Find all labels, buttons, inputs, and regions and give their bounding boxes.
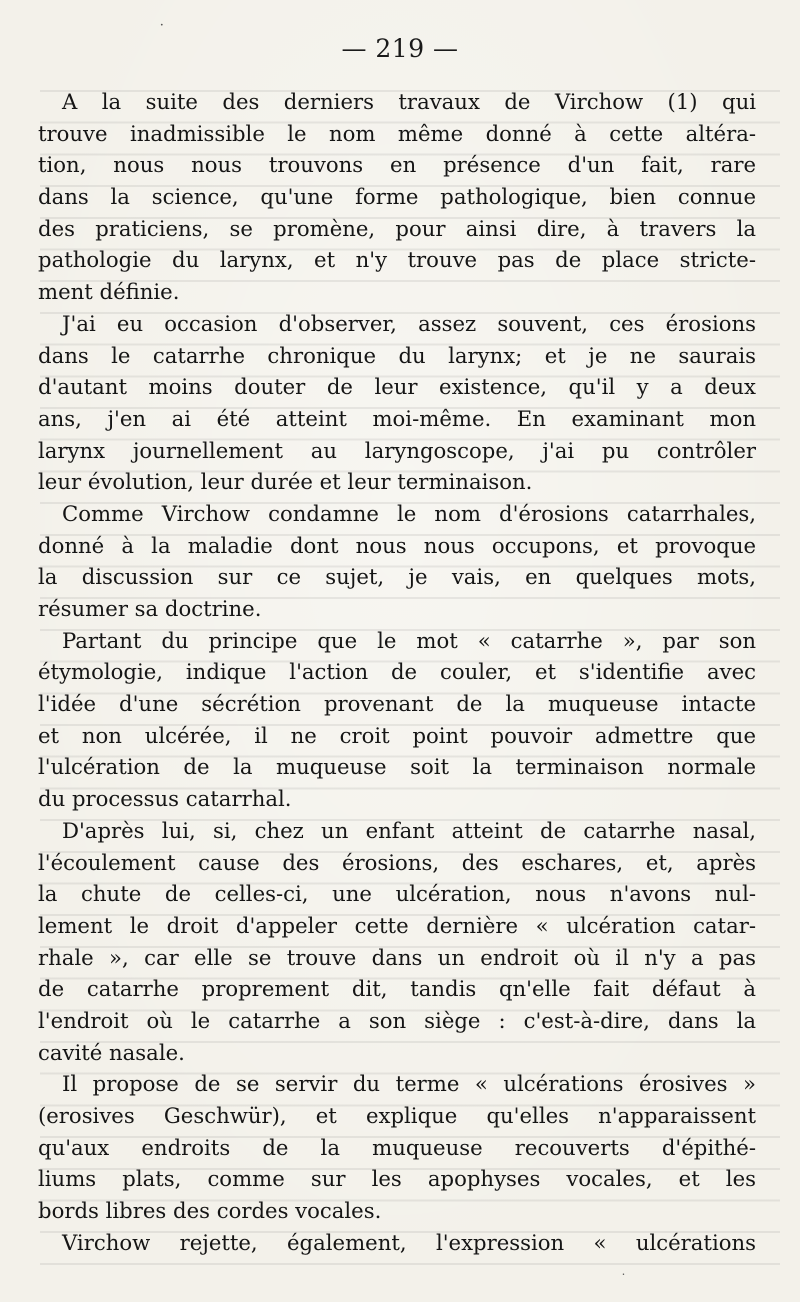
text-line: d'autant moins douter de leur existence, qu'il y a deux (38, 374, 756, 400)
text-line: ans, j'en ai été atteint moi-même. En examinant mon (38, 405, 756, 431)
text-line: trouve inadmissible le nom même donné à cette altéra- (38, 120, 756, 146)
text-line: l'écoulement cause des érosions, des eschares, et, après (38, 849, 756, 875)
text-line: cavité nasale. (38, 1039, 185, 1065)
text-line: la chute de celles-ci, une ulcération, nous n'avons nul- (38, 881, 756, 907)
text-line: (erosives Geschwür), et explique qu'elles n'apparaissent (38, 1103, 756, 1128)
text-line: leur évolution, leur durée et leur terminaison. (38, 469, 533, 495)
text-line: J'ai eu occasion d'observer, assez souvent, ces érosions (62, 310, 756, 336)
text-line: résumer sa doctrine. (38, 596, 262, 621)
text-line: Il propose de se servir du terme « ulcérations érosives » (62, 1071, 756, 1097)
text-line: dans le catarrhe chronique du larynx; et je ne saurais (38, 342, 756, 368)
text-line: l'idée d'une sécrétion provenant de la muqueuse intacte (38, 691, 756, 717)
text-line: liums plats, comme sur les apophyses vocales, et les (38, 1166, 756, 1192)
text-line: Comme Virchow condamne le nom d'érosions catarrhales, (62, 500, 756, 526)
text-line: ment définie. (38, 279, 180, 305)
text-line: l'endroit où le catarrhe a son siège : c'est-à-dire, dans la (38, 1007, 756, 1033)
text-line: D'après lui, si, chez un enfant atteint de catarrhe nasal, (62, 817, 756, 843)
paragraph (38, 1068, 756, 1226)
paragraph (38, 625, 756, 815)
text-line: Partant du principe que le mot « catarrhe », par son (62, 627, 756, 653)
speck-mark: • (622, 1272, 625, 1278)
text-line: tion, nous nous trouvons en présence d'un fait, rare (38, 152, 756, 178)
paragraph (38, 1227, 756, 1259)
speck-mark: • (160, 22, 164, 29)
page-number: — 219 — (341, 34, 459, 63)
text-line: lement le droit d'appeler cette dernière « ulcération catar- (38, 912, 756, 938)
text-line: larynx journellement au laryngoscope, j'ai pu contrôler (38, 437, 756, 463)
text-line: du processus catarrhal. (38, 786, 292, 812)
text-line: A la suite des derniers travaux de Virchow (1) qui (62, 89, 756, 114)
text-line: dans la science, qu'une forme pathologique, bien connue (38, 184, 756, 210)
text-line: étymologie, indique l'action de couler, et s'identifie avec (38, 659, 756, 685)
text-line: qu'aux endroits de la muqueuse recouverts d'épithé- (38, 1134, 756, 1160)
paragraph (38, 308, 756, 498)
text-line: donné à la maladie dont nous nous occupons, et provoque (38, 532, 756, 558)
text-line: des praticiens, se promène, pour ainsi dire, à travers la (38, 215, 756, 241)
paragraph (38, 498, 756, 625)
text-line: bords libres des cordes vocales. (38, 1198, 382, 1224)
body-text (38, 86, 756, 1258)
text-line: et non ulcérée, il ne croit point pouvoir admettre que (38, 722, 756, 748)
text-line: l'ulcération de la muqueuse soit la terminaison normale (38, 754, 756, 780)
text-line: la discussion sur ce sujet, je vais, en quelques mots, (38, 564, 756, 590)
text-line: Virchow rejette, également, l'expression « ulcérations (62, 1229, 756, 1255)
paragraph (38, 815, 756, 1069)
text-line: de catarrhe proprement dit, tandis qn'elle fait défaut à (38, 976, 756, 1002)
text-line: pathologie du larynx, et n'y trouve pas de place stricte- (38, 247, 756, 273)
text-line: rhale », car elle se trouve dans un endroit où il n'y a pas (38, 944, 756, 970)
paragraph (38, 86, 756, 308)
